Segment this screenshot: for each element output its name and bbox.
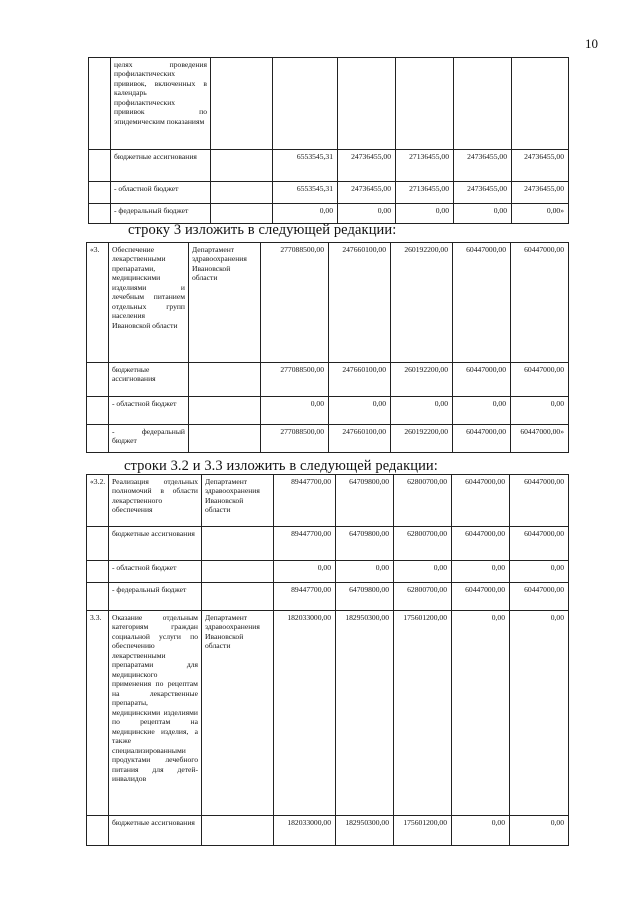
table-row	[87, 561, 569, 583]
table-row	[87, 243, 569, 363]
table-rows-3-2-3-3	[86, 474, 569, 846]
value-cell: 64709800,00	[336, 475, 394, 527]
row-department-cell	[211, 58, 273, 150]
value-cell: 89447700,00	[274, 475, 336, 527]
row-number-cell	[87, 363, 109, 397]
row-department-cell	[189, 397, 261, 425]
value-cell: 277088500,00	[261, 243, 329, 363]
section-heading-row3: строку 3 изложить в следующей редакции:	[128, 222, 397, 238]
row-department-cell: Департамент здравоохранения Ивановской области	[202, 475, 274, 527]
value-cell: 182033000,00	[274, 611, 336, 816]
value-cell: 62800700,00	[394, 475, 452, 527]
table-row	[87, 363, 569, 397]
table2-body	[87, 243, 569, 453]
value-cell: 27136455,00	[396, 150, 454, 182]
table-row	[89, 58, 569, 150]
row-name-cell: бюджетные ассигнования	[111, 150, 211, 182]
value-cell: 60447000,00	[510, 475, 569, 527]
table-row	[87, 611, 569, 816]
row-number-cell	[89, 204, 111, 224]
value-cell	[512, 58, 569, 150]
row-name-cell: бюджетные ассигнования	[109, 816, 202, 846]
value-cell: 0,00	[336, 561, 394, 583]
row-number-cell	[87, 397, 109, 425]
value-cell: 24736455,00	[454, 182, 512, 204]
table-program-continuation	[88, 57, 569, 224]
value-cell: 6553545,31	[273, 182, 338, 204]
value-cell: 60447000,00	[453, 243, 511, 363]
page-number: 10	[585, 36, 598, 51]
value-cell: 0,00	[452, 611, 510, 816]
value-cell: 247660100,00	[329, 243, 391, 363]
value-cell: 0,00	[396, 204, 454, 224]
value-cell: 182950300,00	[336, 816, 394, 846]
value-cell: 0,00	[454, 204, 512, 224]
value-cell: 175601200,00	[394, 611, 452, 816]
value-cell: 60447000,00	[452, 583, 510, 611]
row-number-cell	[87, 561, 109, 583]
table3-body	[87, 475, 569, 846]
table-row	[87, 397, 569, 425]
value-cell: 0,00	[453, 397, 511, 425]
row-name-cell: - федеральный бюджет	[111, 204, 211, 224]
row-department-cell	[211, 182, 273, 204]
row-department-cell	[211, 204, 273, 224]
value-cell: 24736455,00	[454, 150, 512, 182]
row-name-cell: целях проведения профилактических прививок, включенных в календарь профилактических прививок по эпидемическим показаниям	[111, 58, 211, 150]
value-cell: 277088500,00	[261, 363, 329, 397]
value-cell: 0,00	[273, 204, 338, 224]
value-cell: 175601200,00	[394, 816, 452, 846]
row-name-cell: бюджетные ассигнования	[109, 527, 202, 561]
value-cell: 0,00	[452, 561, 510, 583]
value-cell: 0,00	[511, 397, 569, 425]
value-cell: 62800700,00	[394, 527, 452, 561]
value-cell: 24736455,00	[338, 150, 396, 182]
row-department-cell	[202, 561, 274, 583]
row-department-cell: Департамент здравоохранения Ивановской области	[202, 611, 274, 816]
row-department-cell	[189, 425, 261, 453]
row-name-cell: Оказание отдельным категориям граждан социальной услуги по обеспечению лекарственными препаратами для медицинского применения по рецептам на лекарственные препараты, медицинскими изделиями по рецептам на медицинские изделия, а также специализированными продуктами лечебного питания для детей-инвалидов	[109, 611, 202, 816]
row-number-cell	[89, 182, 111, 204]
value-cell: 24736455,00	[512, 182, 569, 204]
section-heading-rows-3-2-3-3: строки 3.2 и 3.3 изложить в следующей редакции:	[124, 458, 438, 474]
value-cell: 64709800,00	[336, 527, 394, 561]
value-cell: 0,00	[510, 611, 569, 816]
table1-body	[89, 58, 569, 224]
row-department-cell	[202, 527, 274, 561]
row-department-cell	[211, 150, 273, 182]
value-cell: 0,00	[329, 397, 391, 425]
value-cell: 260192200,00	[391, 363, 453, 397]
value-cell: 0,00	[510, 816, 569, 846]
value-cell: 60447000,00	[511, 243, 569, 363]
value-cell: 60447000,00	[510, 527, 569, 561]
value-cell: 89447700,00	[274, 583, 336, 611]
value-cell: 27136455,00	[396, 182, 454, 204]
value-cell	[273, 58, 338, 150]
value-cell: 277088500,00	[261, 425, 329, 453]
table-row	[89, 182, 569, 204]
row-number-cell: «3.	[87, 243, 109, 363]
value-cell: 0,00	[261, 397, 329, 425]
value-cell: 182033000,00	[274, 816, 336, 846]
table-row	[89, 150, 569, 182]
table-row	[87, 475, 569, 527]
table-row	[87, 583, 569, 611]
value-cell: 62800700,00	[394, 583, 452, 611]
table-row	[87, 527, 569, 561]
row-name-cell: - федеральный бюджет	[109, 425, 189, 453]
value-cell	[454, 58, 512, 150]
value-cell: 60447000,00	[452, 527, 510, 561]
row-number-cell	[87, 425, 109, 453]
table-row	[87, 816, 569, 846]
value-cell: 0,00	[394, 561, 452, 583]
row-name-cell: Реализация отдельных полномочий в области лекарственного обеспечения	[109, 475, 202, 527]
value-cell: 247660100,00	[329, 425, 391, 453]
value-cell: 0,00	[452, 816, 510, 846]
value-cell: 24736455,00	[338, 182, 396, 204]
row-name-cell: - областной бюджет	[109, 397, 189, 425]
value-cell: 60447000,00	[511, 363, 569, 397]
row-department-cell: Департамент здравоохранения Ивановской области	[189, 243, 261, 363]
row-name-cell: - областной бюджет	[111, 182, 211, 204]
value-cell: 60447000,00	[510, 583, 569, 611]
value-cell: 0,00	[274, 561, 336, 583]
row-number-cell: 3.3.	[87, 611, 109, 816]
table-row	[89, 204, 569, 224]
value-cell: 60447000,00	[453, 363, 511, 397]
value-cell: 247660100,00	[329, 363, 391, 397]
value-cell: 0,00	[338, 204, 396, 224]
row-number-cell	[89, 58, 111, 150]
row-number-cell: «3.2.	[87, 475, 109, 527]
value-cell: 60447000,00	[452, 475, 510, 527]
value-cell: 60447000,00»	[511, 425, 569, 453]
row-department-cell	[189, 363, 261, 397]
row-department-cell	[202, 816, 274, 846]
table-row	[87, 425, 569, 453]
value-cell: 6553545,31	[273, 150, 338, 182]
value-cell: 260192200,00	[391, 425, 453, 453]
value-cell	[396, 58, 454, 150]
value-cell: 182950300,00	[336, 611, 394, 816]
value-cell	[338, 58, 396, 150]
value-cell: 0,00	[510, 561, 569, 583]
value-cell: 89447700,00	[274, 527, 336, 561]
row-name-cell: Обеспечение лекарственными препаратами, медицинскими изделиями и лечебным питанием отдельных групп населения Ивановской области	[109, 243, 189, 363]
table-row3	[86, 242, 569, 453]
value-cell: 260192200,00	[391, 243, 453, 363]
value-cell: 0,00	[391, 397, 453, 425]
value-cell: 24736455,00	[512, 150, 569, 182]
row-number-cell	[87, 527, 109, 561]
row-number-cell	[87, 583, 109, 611]
row-name-cell: - областной бюджет	[109, 561, 202, 583]
row-name-cell: - федеральный бюджет	[109, 583, 202, 611]
row-name-cell: бюджетные ассигнования	[109, 363, 189, 397]
value-cell: 0,00»	[512, 204, 569, 224]
value-cell: 64709800,00	[336, 583, 394, 611]
row-number-cell	[89, 150, 111, 182]
value-cell: 60447000,00	[453, 425, 511, 453]
row-number-cell	[87, 816, 109, 846]
row-department-cell	[202, 583, 274, 611]
